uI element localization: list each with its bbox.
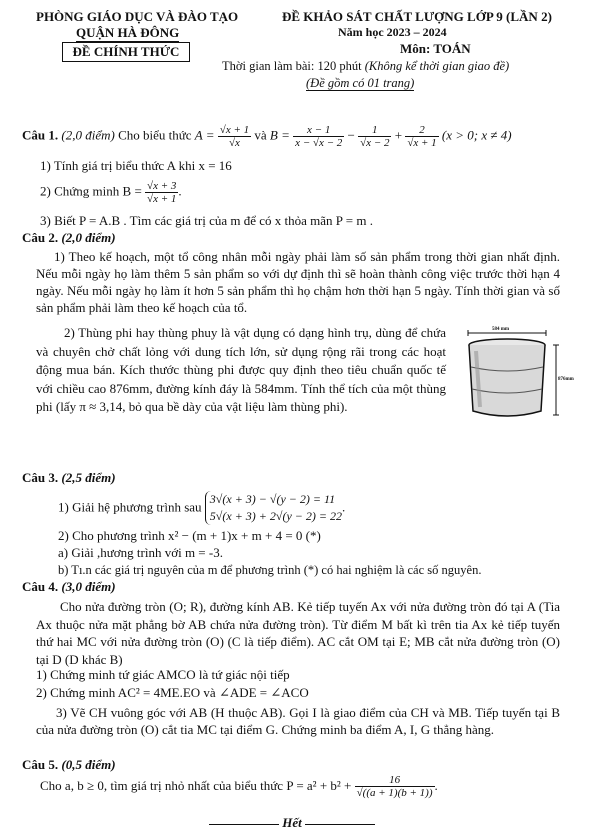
q2-part1: 1) Theo kế hoạch, một tổ công nhân mỗi ngày phải làm số sản phẩm trong thời gian nhất định. Nếu mỗi ngày họ làm thêm 5 sản phẩm so với dự định thì sẽ hoàn thành công việc trước thời hạn 4 ngày. Nếu mỗi ngày họ làm ít hơn 5 sản phẩm thì họ chậm hơn thời hạn 5 ngày. Tính thời gian và số sản phẩm phải làm theo kế hoạch của tổ. <box>36 249 560 315</box>
q3-item2a: a) Giải ,hương trình với m = -3. <box>58 545 223 560</box>
exam-title: ĐỀ KHẢO SÁT CHẤT LƯỢNG LỚP 9 (LẦN 2) <box>282 9 552 24</box>
q1-b-fraction-1: $\frac{x - 1}{x - √x - 2}$ <box>295 124 343 150</box>
q5-fraction: $\frac{16}{√((a + 1)(b + 1))}$ <box>356 774 433 800</box>
official-label: ĐỀ CHÍNH THỨC <box>72 44 180 59</box>
q1-header: Câu 1. (2,0 điểm) Cho biểu thức A = $\frac{√x + 1}{√x}$ và B = $\frac{x - 1}{x - √x - 2}$ − $\frac{1}{√x - 2}$ + $\frac{2}{√x + 1}$ (x > 0; x ≠ 4) <box>22 124 512 150</box>
school-year: Năm học 2023 – 2024 <box>338 25 447 39</box>
q3-item2b: b) Tı.n các giá trị nguyên của m để phương trình (*) có hai nghiệm là các số nguyên. <box>58 563 482 577</box>
oil-drum-figure <box>456 327 576 423</box>
department-name: PHÒNG GIÁO DỤC VÀ ĐÀO TẠO <box>36 9 239 24</box>
q2-header: Câu 2. (2,0 điểm) <box>22 230 116 245</box>
district-name: QUẬN HÀ ĐÔNG <box>76 25 180 40</box>
q1-item2: 2) Chứng minh B = $\frac{√x + 3}{√x + 1}$ . <box>40 180 182 206</box>
end-mark: Hết <box>180 816 404 831</box>
pages-note: (Đề gồm có 01 trang) <box>306 76 415 90</box>
q1-item3: 3) Biết P = A.B . Tìm các giá trị của m để có x thỏa mãn P = m . <box>40 213 373 228</box>
q3-header: Câu 3. (2,5 điểm) <box>22 470 116 485</box>
q1-item1: 1) Tính giá trị biểu thức A khi x = 16 <box>40 158 232 173</box>
q4-header: Câu 4. (3,0 điểm) <box>22 579 116 594</box>
q1-item2-fraction: $\frac{√x + 3}{√x + 1}$ <box>147 180 177 206</box>
q3-item2: 2) Cho phương trình x² − (m + 1)x + m + 4 = 0 (*) <box>58 528 321 543</box>
q4-intro: Cho nửa đường tròn (O; R), đường kính AB. Kẻ tiếp tuyến Ax với nửa đường tròn đó tại A (Tia Ax thuộc nửa mặt phẳng bờ AB chứa nửa đường tròn). Từ điểm M bất kì trên tia Ax kẻ tiếp tuyến thứ hai MC với nửa đường tròn (O) (C là tiếp điểm). AC cắt OM tại E; MB cắt nửa đường tròn (O) tại D (D khác B) <box>36 599 560 667</box>
q5-text: Cho a, b ≥ 0, tìm giá trị nhỏ nhất của biểu thức P = a² + b² + $\frac{16}{√((a + 1)(b + 1))}$ . <box>40 774 438 800</box>
q2-part2: 2) Thùng phi hay thùng phuy là vật dụng có dạng hình trụ, dùng để chứa và chuyên chở chất lỏng với dung tích lớn, sử dụng rộng rãi trong các hoạt động mua bán. Kích thước thùng phi được quy định theo tiêu chuẩn quốc tế với chiều cao 876mm, đường kính đáy là 584mm. Tính thể tích của một thùng phi (lấy π ≈ 3,14, bỏ qua bề dày của vật liệu làm thùng phi). <box>36 325 446 414</box>
q1-b-fraction-2: $\frac{1}{√x - 2}$ <box>360 124 390 150</box>
time-limit: Thời gian làm bài: 120 phút (Không kể thời gian giao đề) <box>222 59 510 73</box>
end-rule-left <box>209 824 279 825</box>
q3-equation-system: 3√(x + 3) − √(y − 2) = 11 5√(x + 3) + 2√(y − 2) = 22 <box>205 491 342 525</box>
oil-drum-icon <box>456 327 576 423</box>
q4-item1: 1) Chứng minh tứ giác AMCO là tứ giác nội tiếp <box>36 667 290 682</box>
drum-height-label: 876mm <box>558 377 574 382</box>
q1-b-fraction-3: $\frac{2}{√x + 1}$ <box>407 124 437 150</box>
q4-item3: 3) Vẽ CH vuông góc với AB (H thuộc AB). Gọi I là giao điểm của CH và MB. Tiếp tuyến tại B của nửa đường tròn (O) cắt tia MC tại điểm G. Chứng minh ba điểm A, I, G thẳng hàng. <box>36 705 560 737</box>
q3-item1: 1) Giải hệ phương trình sau 3√(x + 3) − √(y − 2) = 11 5√(x + 3) + 2√(y − 2) = 22 . <box>58 492 346 523</box>
subject: Môn: TOÁN <box>400 41 471 56</box>
q5-header: Câu 5. (0,5 điểm) <box>22 757 116 772</box>
end-rule-right <box>305 824 375 825</box>
drum-diameter-label: 584 mm <box>492 327 510 332</box>
q4-item2: 2) Chứng minh AC² = 4ME.EO và ∠ADE = ∠ACO <box>36 685 309 700</box>
q1-a-fraction: $\frac{√x + 1}{√x}$ <box>219 124 250 150</box>
